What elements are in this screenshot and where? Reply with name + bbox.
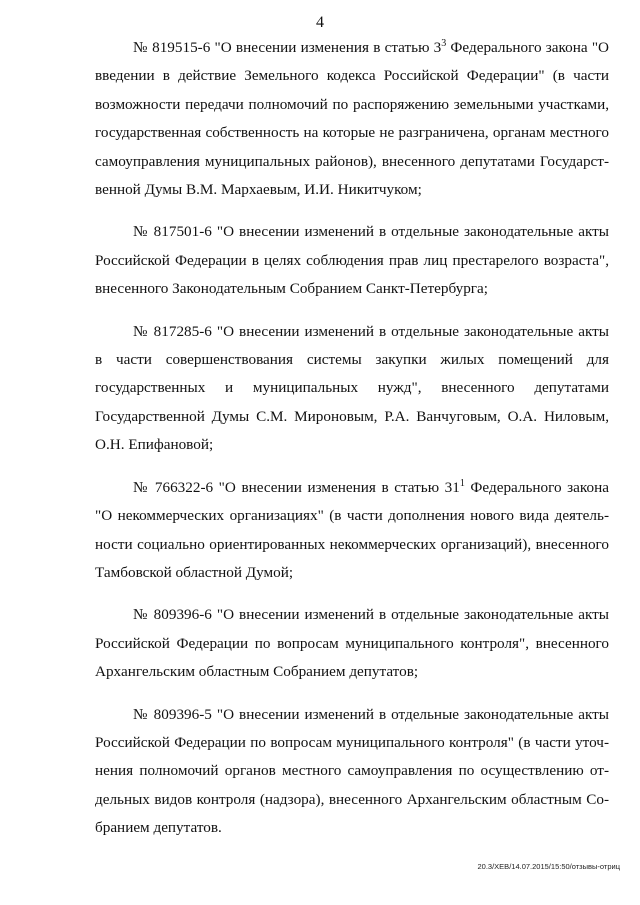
paragraph-text: № 809396-5 "О внесении изменений в отдельные законодательные акты Российской Федерации по вопросам муниципального контроля" (в части уточнения полномочий органов местного самоуправления по осуществлению отдельных видов контроля (надзора), внесенного Архангельским областным Собранием депутатов. <box>95 705 609 837</box>
paragraph-bill-809396-5 <box>95 701 609 843</box>
paragraph-bill-817501 <box>95 218 609 303</box>
document-body <box>95 34 609 857</box>
paragraph-bill-817285 <box>95 318 609 460</box>
paragraph-text: № 809396-6 "О внесении изменений в отдельные законодательные акты Российской Федерации по вопросам муниципального контроля", внесенного Архангельским областным Собранием депутатов; <box>95 606 609 681</box>
page-number: 4 <box>316 14 324 31</box>
paragraph-text-continued: Федерального закона "О введении в действие Земельного кодекса Российской Федерации" (в части возможности передачи полномочий по распоряжению земельными участками, государственная собственность на которые не разграничена, органам местного самоуправления муниципальных районов), внесенного депутатами Государственной Думы В.М. Мархаевым, И.И. Никитчуком; <box>95 39 609 199</box>
paragraph-text: № 819515-6 "О внесении изменения в статью 3 <box>133 39 442 56</box>
document-footer-id: 20.3/XEB/14.07.2015/15:50/отзывы-отриц <box>477 862 620 871</box>
paragraph-bill-809396-6 <box>95 601 609 686</box>
paragraph-bill-766322 <box>95 474 609 588</box>
paragraph-text: № 766322-6 "О внесении изменения в статью 31 <box>133 478 460 496</box>
paragraph-text: № 817285-6 "О внесении изменений в отдельные законодательные акты в части совершенствования системы закупки жилых помещений для государственных и муниципальных нужд", внесенного депутатами Государственной Думы С.М. Мироновым, Р.А. Ванчуговым, О.А. Ниловым, О.Н. Епифановой; <box>95 322 609 454</box>
superscript: 3 <box>441 38 447 49</box>
paragraph-text: № 817501-6 "О внесении изменений в отдельные законодательные акты Российской Федерации в целях соблюдения прав лиц престарелого возраста", внесенного Законодательным Собранием Санкт-Петербурга; <box>95 223 609 298</box>
superscript: 1 <box>459 477 465 489</box>
paragraph-bill-819515 <box>95 34 609 204</box>
paragraph-text-continued: Федерального закона "О некоммерческих организациях" (в части дополнения нового вида деятельности социально ориентированных некоммерческих организаций), внесенного Тамбовской областной Думой; <box>95 478 609 581</box>
